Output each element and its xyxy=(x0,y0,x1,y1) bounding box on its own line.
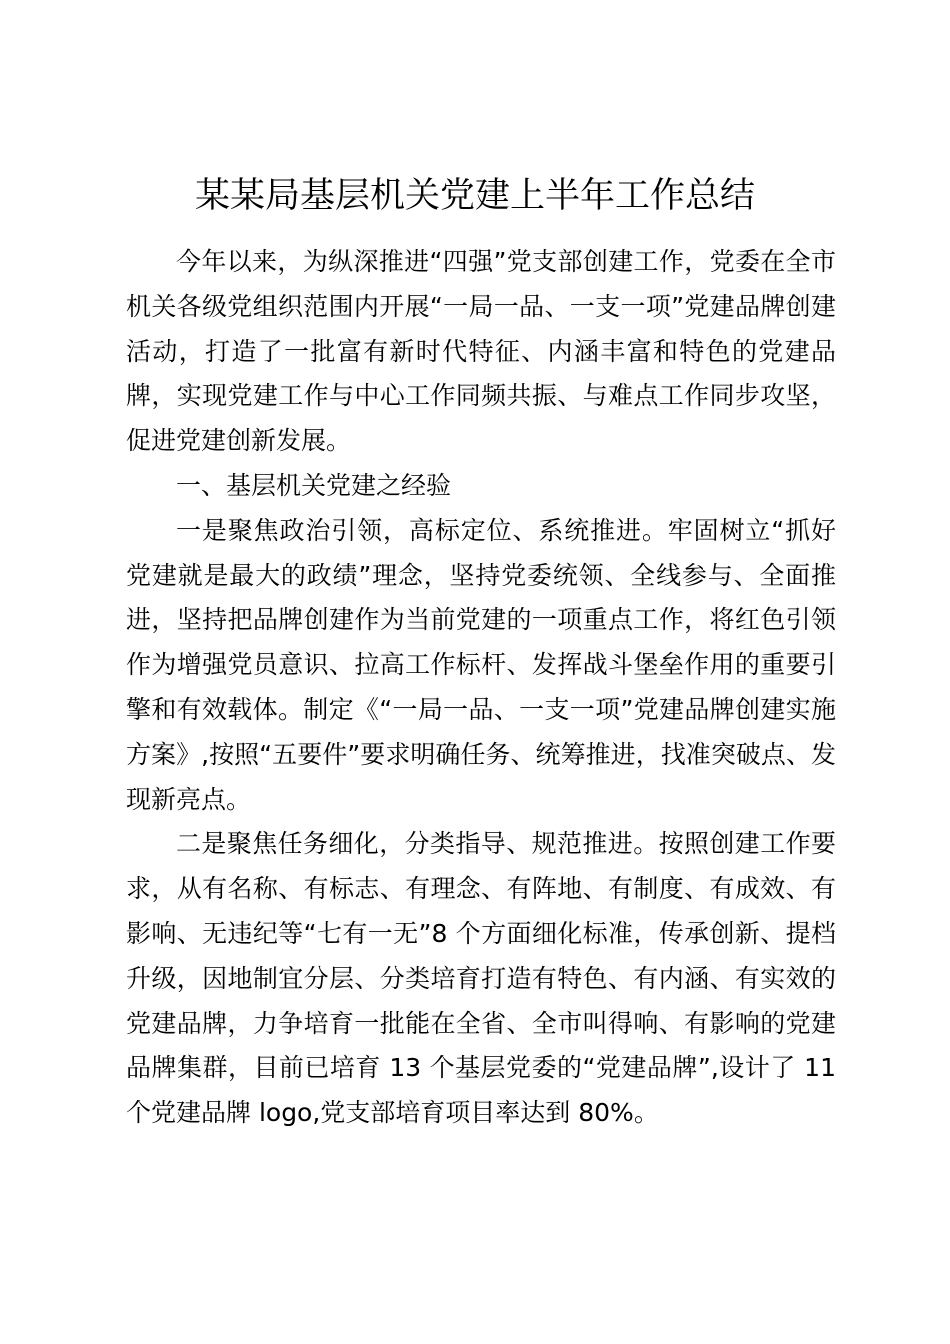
point-two-paragraph: 二是聚焦任务细化，分类指导、规范推进。按照创建工作要求，从有名称、有标志、有理念、有阵地、有制度、有成效、有影响、无违纪等“七有一无”8 个方面细化标准，传承创新、提档升级，因地制宜分层、分类培育打造有特色、有内涵、有实效的党建品牌，力争培育一批能在全省、全市叫得响、有影响的党建品牌集群，目前已培育 13 个基层党委的“党建品牌”,设计了 11 个党建品牌 logo,党支部培育项目率达到 80%。 xyxy=(126,829,836,1128)
point-one-paragraph: 一是聚焦政治引领，高标定位、系统推进。牢固树立“抓好党建就是最大的政绩”理念，坚持党委统领、全线参与、全面推进，坚持把品牌创建作为当前党建的一项重点工作，将红色引领作为增强党员意识、拉高工作标杆、发挥战斗堡垒作用的重要引擎和有效载体。制定《“一局一品、一支一项”党建品牌创建实施方案》,按照“五要件”要求明确任务、统筹推进，找准突破点、发现新亮点。 xyxy=(126,515,836,814)
intro-paragraph: 今年以来，为纵深推进“四强”党支部创建工作，党委在全市机关各级党组织范围内开展“一局一品、一支一项”党建品牌创建活动，打造了一批富有新时代特征、内涵丰富和特色的党建品牌，实现党建工作与中心工作同频共振、与难点工作同步攻坚，促进党建创新发展。 xyxy=(126,247,836,456)
section-heading: 一、基层机关党建之经验 xyxy=(176,470,452,500)
document-title: 某某局基层机关党建上半年工作总结 xyxy=(194,176,755,216)
document-body xyxy=(126,240,836,1136)
